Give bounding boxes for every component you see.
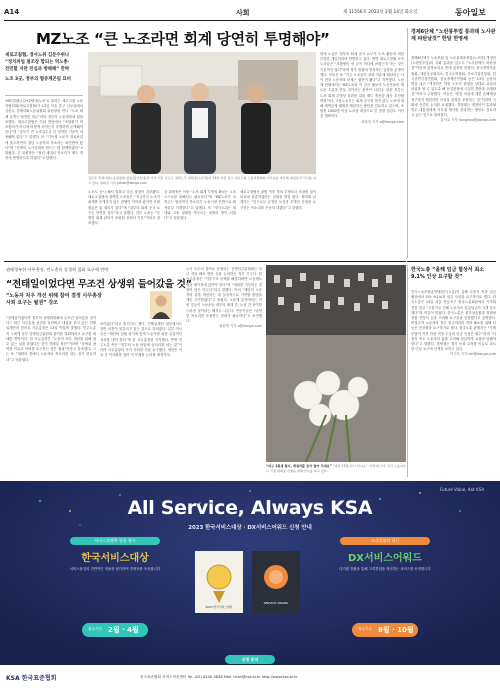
second-story-kicker: 권폐청부한 사무총장, 민노총의 상경력 철회 요구에 반박 bbox=[6, 267, 109, 272]
award-trophy-icon bbox=[195, 551, 243, 613]
sidebar-headline: 경제6단체 “노란봉투법 통과돼 노사관계 파탄날것” 한달 반영세 bbox=[411, 29, 496, 42]
ad-subtitle: 2023 한국서비스대상 · DX서비스어워드 신청 안내 bbox=[188, 525, 312, 531]
top-story-reporter: 최원영 기자 o@donga.com bbox=[361, 119, 404, 124]
memorial-flowers-illustration bbox=[266, 265, 406, 462]
ad-headline bbox=[0, 497, 500, 519]
subhead-line: 새로고침협, 경사노위 김문수위나 bbox=[5, 53, 70, 58]
right-story-reporter: 이은후 기자 leh@donga.com bbox=[449, 352, 496, 357]
ad-award-right bbox=[252, 551, 300, 613]
top-story-body-col4: 새로고침협은 출범 이후 정치 투쟁보다 조합원 권익 보호에 집중하겠다는 입장을 밝혀 왔다. 협의회 관계자는 “앞으로도 공정한 보상과 투명한 운영을 요구하는 목소리를 꾸준히 내겠다”고 말했다. bbox=[240, 190, 316, 210]
ad-left-date: 2월 · 4월 bbox=[108, 626, 139, 634]
second-story-reporter: 최원영 기자 o@donga.com bbox=[219, 324, 262, 329]
second-story-body-col2: 보이겠다”라고 밝히기도 했다. 전태일재단 내부에서도 찬반 의견이 엇갈리고 있는 것으로 알려졌다. 일부 이사들은 “재단의 설립 취지에 맞게 노동자를 위한 실질적인 성과를 내야 한다”며 한 사무총장을 지지했다. 반면 민주노총 측은 “정부의 노동 탄압에 들러리를 서는 것”이라며 사무총장의 즉각 사퇴를 거듭 요구했다. 재단은 이달 중 이사회를 열어 이 문제를 논의할 예정이다. bbox=[100, 322, 182, 358]
ad-right-date: 8월 · 10월 bbox=[378, 626, 414, 634]
ad-award-right-label: SERVICE AWARD bbox=[263, 601, 289, 605]
group-photo-illustration bbox=[88, 52, 316, 174]
ad-right-label: 고객경험의 혁신 bbox=[340, 537, 430, 545]
second-story-headline: “전태일이었다면 무조건 상생위 들어갔을 것” bbox=[6, 279, 192, 290]
ad-right-panel bbox=[330, 537, 440, 655]
right-story-headline: 한국노총 “올해 임금 협상서 최소 9.1% 인상 요구할 것” bbox=[411, 267, 485, 280]
section-label: 사회 bbox=[236, 9, 250, 17]
ad-headline-text: All Service, Always KSA bbox=[127, 497, 373, 519]
top-story-headline: MZ노조 “큰 노조라면 회계 당연히 투명해야” bbox=[36, 30, 330, 48]
top-story-body-col3: 김 위원장은 이날 “노조 회계 투명성 확보는 노조 스스로를 위해서도 필요하다”며 “MZ노조가 보여주는 합리적인 목소리가 노동시장 전반으로 확산되길 기대한다”고 말했다. 또 “경사노위는 세대와 고용 형태를 아우르는 대화의 장이 되겠다”고 덧붙였다. bbox=[164, 190, 236, 221]
subhead-line: 노조 3곳, 정부의 협증계곤립 묘비 bbox=[5, 77, 71, 82]
sidebar-reporter: 홍석호 기자 honghoo@donga.com bbox=[440, 118, 496, 123]
portrait-photo bbox=[150, 291, 172, 319]
ad-left-badge: 한국서비스대상 bbox=[81, 553, 149, 564]
page-number: A14 bbox=[4, 8, 20, 16]
second-story-body-col3: 노사 모두의 참여로 운영되는 상생임금위원회는 임금 격차 해소 방안 등을 논의하는 정부 기구다. 한 사무총장은 “이중구조 문제를 해결하려면 노동계도 협상 테이블에 앉아야 한다”며 “대화를 거부하는 것만이 답은 아니다”라고 말했다. 이어 “재단이 노동자의 삶을 개선하는 데 실질적으로 기여할 방법을 계속 고민하겠다”고 밝혔다. 노동계 일각에서는 이번 갈등이 노동운동 내부의 세대 간, 노선 간 차이를 드러낸 것이라는 해석도 나온다. 전문가들은 “다양한 목소리를 포용하는 문화가 필요하다”고 조언했다. 최원영 기자 o@donga.com bbox=[186, 267, 262, 329]
portrait-illustration bbox=[150, 291, 172, 319]
top-story-body-col1: ‘MZ(밀레니얼+Z세대)노조’로 불리는 새로고침 노동자협의회(새로고침협)가 13일 서울 중구 사무실에서 김문수 경제사회노동위원회 위원장을 만나 “노조 회계 공개는 당연한 의무”라며 정부의 노동개혁에 힘을 보탰다. 새로고침협은 이날 면담에서 “조합원이 낸 조합비가 어디에 어떻게 쓰이는지 투명하게 공개돼야 한다”며 “규모가 큰 노조일수록 더 엄격한 기준이 적용돼야 한다”고 말했다. 또 “기득권 노조가 정치파업에 몰두하면서 청년 노동자의 목소리는 외면받아 왔다”며 “상생의 노사문화를 만드는 데 함께하겠다”고 밝혔다. 김 위원장은 “청년 세대의 목소리가 제도 개선에 반영되도록 하겠다”고 답했다. bbox=[5, 99, 83, 161]
ad-right-date-label: 접수기간 bbox=[358, 627, 372, 631]
ad-footer-contact: 한국표준협회 서비스혁신센터 Tel. (02) 6240-4836 Mail. trust@ksa.or.kr http://www.ksa.or.kr bbox=[140, 675, 298, 679]
top-story-subheads bbox=[5, 52, 83, 83]
top-story-body-col5: 양대 노총은 정부의 회계 공시 요구가 노조 활동에 대한 부당한 개입이라며 반발하고 있다. 반면 새로고침협 소속 노조들은 “조합원이 낸 돈이 어디에 쓰였는지 아는 것은 기본적인 권리”라며 정부 방침에 찬성하는 입장을 분명히 했다. 이들은 또 “기존 노조들이 정치 이슈에 매달리는 사이 현장 노동자의 문제는 뒷전이 됐다”고 지적했다. 노동계 안팎에서는 MZ노조의 이 같은 행보가 노동운동의 새로운 흐름을 만들 것이라는 관측이 나온다. 한편 정부는 노조 회계 투명성 강화를 위한 제도 개선을 계속 추진할 방침이다. 고용노동부는 회계 공시를 하지 않는 노조에 대해 세액공제 혜택을 제한하는 방안을 검토하고 있으며, 조합원 1000명 이상 노조를 대상으로 한 현장 점검도 이어갈 계획이다. 최원영 기자 o@donga.com bbox=[320, 52, 404, 124]
ad-left-label: 서비스경쟁력 종합 평가 bbox=[70, 537, 160, 545]
ad-right-badge: DX서비스어워드 bbox=[348, 553, 422, 564]
top-story-photo bbox=[88, 52, 316, 174]
masthead bbox=[0, 0, 500, 20]
memorial-photo bbox=[266, 265, 406, 462]
memorial-photo-caption bbox=[266, 464, 406, 476]
issue-info: 제 31556호 2023년 2월 14일 화요일 bbox=[343, 10, 418, 15]
ad-award-left bbox=[195, 551, 243, 613]
ad-award-left-label: 2023 한국서비스대상 bbox=[205, 605, 233, 609]
ad-left-desc: 서비스품질의 전반적인 내용을 평가하여 경영자를 포상합니다 bbox=[69, 567, 161, 571]
memorial-caption-title: “내구 1원생 참사, 희생자를 잊지 말아 주세요” bbox=[266, 464, 332, 468]
right-story-body: 한국노동조합총연맹(한국노총)이 올해 사용자 측과 임금 협상에서 최소 9.1%의 임금 인상을 요구하기로 했다. 한국노총은 13일 서울 영등포구 한국노총회관에서 기자회견을 열고 “고물가로 인해 노동자의 실질임금이 크게 감소했다”며 이같이 밝혔다. 한국노총은 물가상승률과 경제성장률 전망치 등을 고려해 요구율을 산정했다고 설명했다. 비정규직 노동자의 경우 정규직과의 격차 해소를 위해 더 높은 인상률을 요구하기로 했다. 한국노총 관계자는 “가계 부담이 커진 만큼 적정 수준의 임금 인상은 필수”라며 “사용자 측도 노동자의 삶을 고려해 성실하게 교섭에 임해야 한다”고 말했다. 경영계는 경기 둔화 우려를 이유로 과도한 인상 요구에 난색을 보이고 있다. 이은후 기자 leh@donga.com bbox=[411, 290, 496, 357]
ad-left-panel bbox=[60, 537, 170, 655]
ad-left-date-pill bbox=[82, 623, 148, 637]
ad-right-date-pill bbox=[352, 623, 418, 637]
sidebar-body: 경제6단체가 노동조합 및 노동관계조정법(노조법) 개정안(노란봉투법)의 국회 통과를 앞두고 “노사관계가 파탄날 것”이라며 한목소리로 반대 입장을 밝혔다. 한국경영자총협회, 대한상공회의소, 한국무역협회, 중소기업중앙회, 한국중견기업연합회, 전국경제인연합회 등은 13일 공동성명을 내고 “개정안은 하청 노조가 원청을 상대로 교섭과 파업을 할 수 있도록 해 산업현장에 극심한 혼란을 초래할 것”이라고 주장했다. 이들은 “불법 파업에 대한 손해배상 청구까지 제한하면 사실상 불법을 조장하는 것”이라며 국회에 신중한 논의를 요청했다. 경영계는 개정안이 통과될 경우 대통령에게 거부권 행사를 건의하는 방안도 검토하고 있는 것으로 알려졌다. 홍석호 기자 honghoo@donga.com bbox=[411, 56, 496, 123]
second-story-body-col1: “전태일이었다면 정부의 상생위원회에 무조건 들어갔을 것이다.” 최근 사무총장 선임을 둘러싸고 내홍을 겪고 있는 전태일재단의 한석호 사무총장은 13일 이렇게 말했다. 민주노총이 그에게 정부 상생임금위원회 참여를 철회하라고 요구한 데 대한 반박이다. 한 사무총장은 “노동자 처우 개선을 위해 할 수 있는 일을 하겠다는 것이 전태일 정신”이라며 “상생위 참여를 이유로 사퇴를 요구하는 것은 월권”이라고 강조했다. 그는 또 “대화의 장에서 노동자의 목소리를 내는 것이 중요하다”고 덧붙였다. bbox=[6, 316, 96, 362]
subhead-line: 전민할 지관 민심과 방해해” 만박 bbox=[5, 67, 70, 72]
ad-cta-button[interactable]: 신청 문의 bbox=[225, 655, 275, 664]
ad-right-desc: 디지털 전환을 통해 고객경험을 혁신하는 서비스를 선정합니다 bbox=[339, 567, 431, 571]
top-story-photo-caption: 김문수 경제사회노동위원회 위원장(가운데)과 이정 서울 효도구 결위노무 위원장(오른쪽)이 13일 서울 중구 새로고침 노동자협의회 사무실을 방문해 회원들과 인사를 하고 있다. 양회성 기자 yohan@donga.com bbox=[88, 176, 316, 185]
ad-left-date-label: 접수기간 bbox=[88, 627, 102, 631]
top-story-body-col2: 노조도 공시 해서 말하고 다른 장점이 강조됐다. 새로고침협에 참여한 노조들은 “지금까지 노조가 회계를 공개하지 않는 관행이 이어져 왔지만 조합원들은 알 권리가 있다”며 “정부의 회계 공시 요구는 당연한 절차”라고 말했다. 일부 노조는 “투명한 회계 관리가 조합원 신뢰의 기본”이라고 강조했다. bbox=[88, 190, 160, 226]
ksa-advertisement bbox=[0, 481, 500, 691]
second-story-sublead: “노동자 처우 개선 위해 참여 결정 사무총장 사퇴 요구는 월권” 강조 bbox=[6, 293, 102, 307]
ad-footer-logo: KSA 한국표준협회 bbox=[6, 675, 57, 682]
ad-tagline: Future Value, Ask KSA bbox=[440, 487, 485, 492]
memorial-caption-text: “내년 12월 다시 만나요”. 선상에 고국 건각 노동자들이 직접 대회장 진행을 위해 인사를 하고 있다. bbox=[266, 464, 406, 473]
paper-name: 동아일보 bbox=[455, 7, 486, 17]
subhead-line: “정치파업 철조장 합되는 먹노총· bbox=[5, 60, 70, 65]
